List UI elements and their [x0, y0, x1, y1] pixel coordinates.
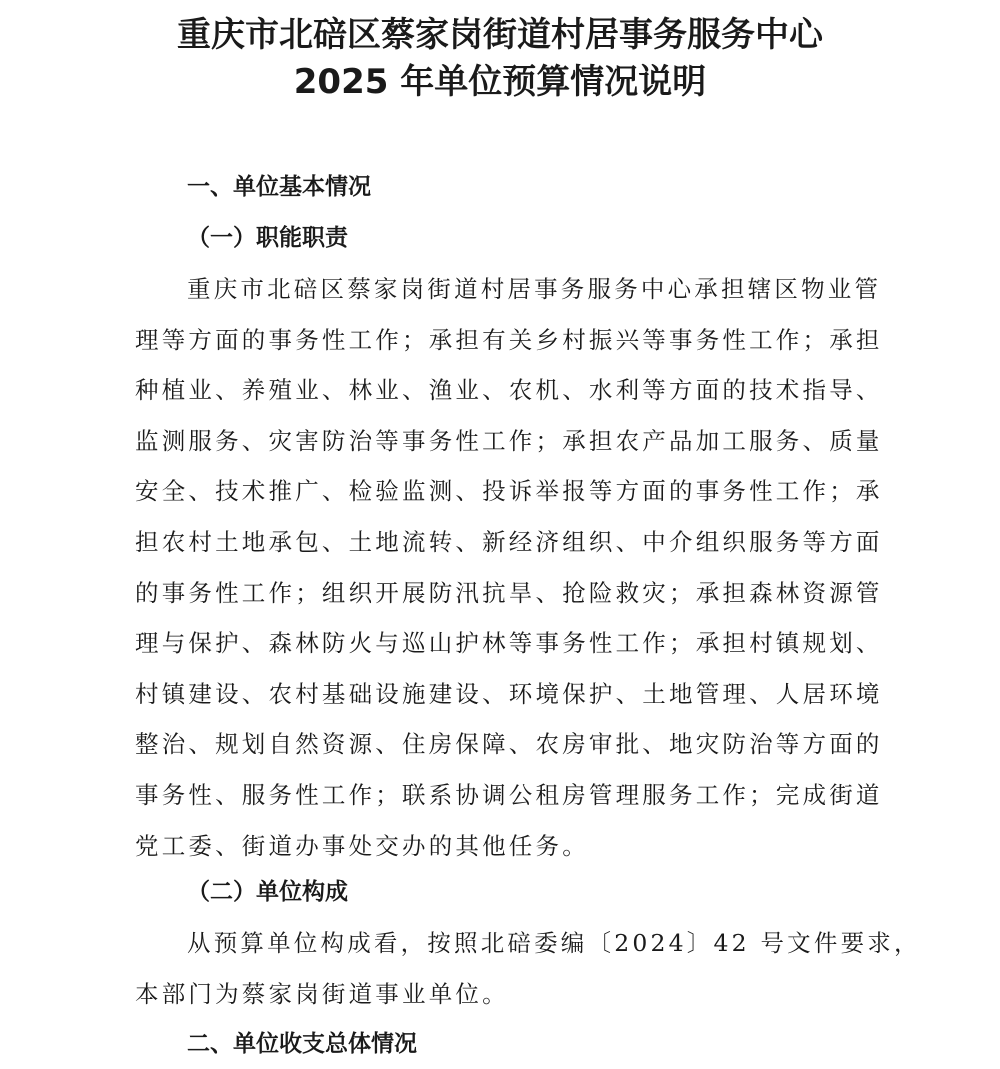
section-1-heading: 一、单位基本情况 [187, 174, 371, 200]
paragraph-line: 种植业、养殖业、林业、渔业、农机、水利等方面的技术指导、 [135, 376, 883, 405]
paragraph-line: 理等方面的事务性工作；承担有关乡村振兴等事务性工作；承担 [135, 325, 883, 354]
paragraph-line: 担农村土地承包、土地流转、新经济组织、中介组织服务等方面 [135, 527, 883, 556]
paragraph-line: 重庆市北碚区蔡家岗街道村居事务服务中心承担辖区物业管 [187, 275, 882, 303]
document-title-line-1: 重庆市北碚区蔡家岗街道村居事务服务中心 [177, 15, 823, 55]
paragraph-line: 从预算单位构成看，按照北碚委编〔2024〕42 号文件要求， [187, 929, 921, 957]
paragraph-line: 村镇建设、农村基础设施建设、环境保护、土地管理、人居环境 [135, 679, 883, 708]
document-title-line-2: 2025 年单位预算情况说明 [293, 62, 707, 102]
section-2-heading: 二、单位收支总体情况 [187, 1031, 417, 1057]
section-1-2-heading: （二）单位构成 [187, 879, 348, 905]
paragraph-line: 整治、规划自然资源、住房保障、农房审批、地灾防治等方面的 [135, 730, 883, 759]
duties-paragraph [135, 264, 883, 871]
paragraph-line: 本部门为蔡家岗街道事业单位。 [135, 979, 509, 1008]
paragraph-line: 安全、技术推广、检验监测、投诉举报等方面的事务性工作；承 [135, 477, 883, 506]
paragraph-line: 事务性、服务性工作；联系协调公租房管理服务工作；完成街道 [135, 780, 883, 809]
section-1-1-heading: （一）职能职责 [187, 225, 348, 251]
paragraph-line: 理与保护、森林防火与巡山护林等事务性工作；承担村镇规划、 [135, 629, 883, 658]
paragraph-line: 党工委、街道办事处交办的其他任务。 [135, 831, 589, 860]
paragraph-line: 监测服务、灾害防治等事务性工作；承担农产品加工服务、质量 [135, 426, 883, 455]
composition-paragraph [135, 918, 921, 1019]
paragraph-line: 的事务性工作；组织开展防汛抗旱、抢险救灾；承担森林资源管 [135, 578, 883, 607]
